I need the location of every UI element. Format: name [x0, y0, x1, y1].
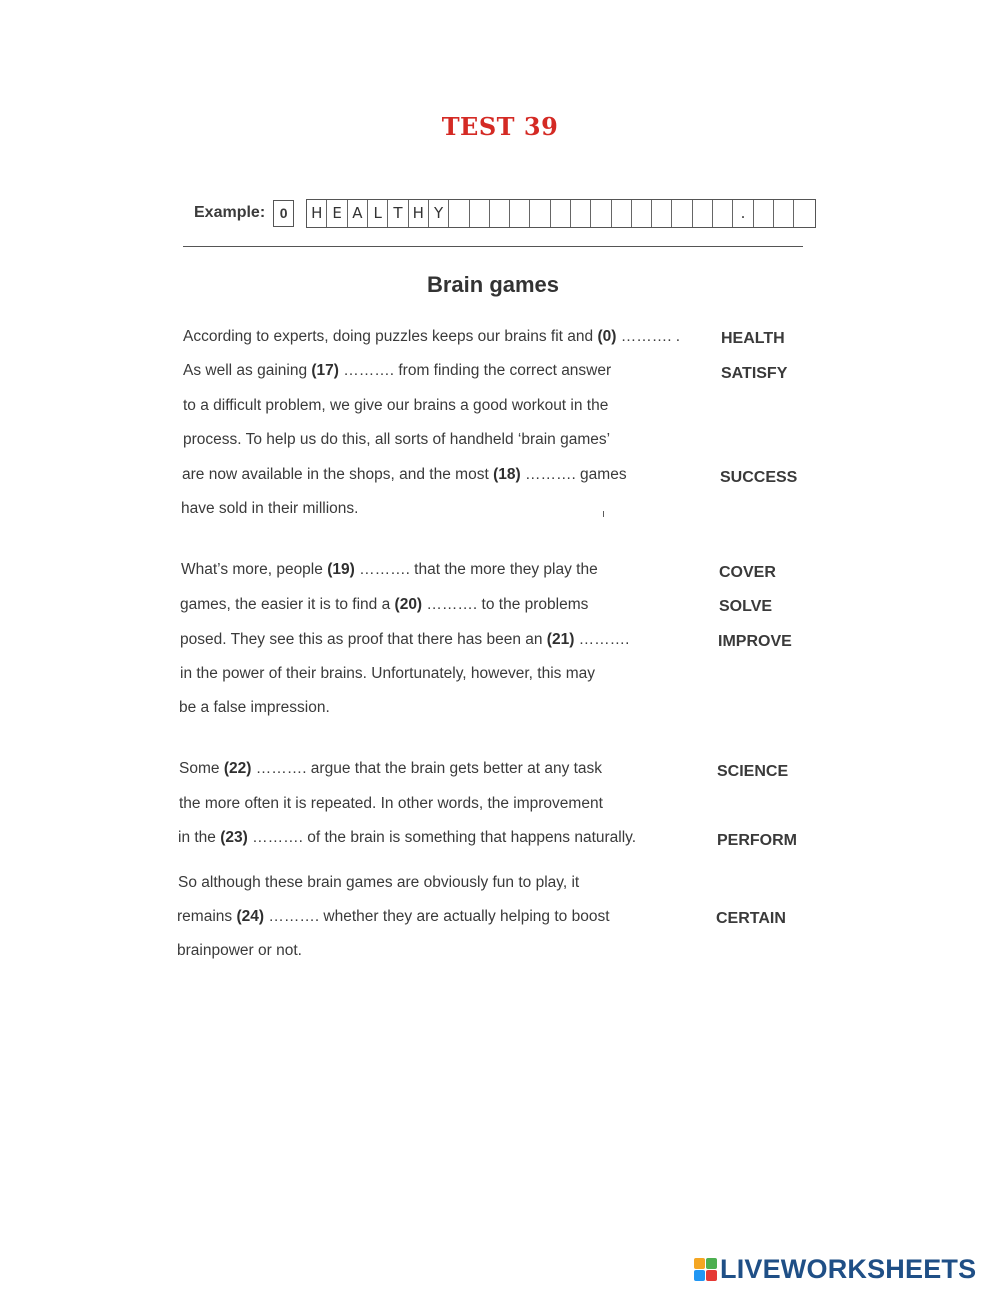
text-segment: posed. They see this as proof that there has been an	[180, 631, 547, 648]
letter-box	[693, 200, 713, 227]
example-number-box: 0	[273, 200, 294, 227]
divider-line	[183, 246, 803, 247]
passage-line	[179, 795, 603, 813]
liveworksheets-logo	[694, 1254, 976, 1285]
letter-box	[672, 200, 692, 227]
keyword-success: SUCCESS	[720, 469, 798, 486]
gap-number: (17)	[311, 362, 339, 379]
logo-square	[706, 1270, 717, 1281]
example-label: Example:	[194, 204, 266, 221]
passage-line	[178, 874, 579, 892]
text-segment: As well as gaining	[183, 362, 312, 379]
letter-box	[591, 200, 611, 227]
letter-box	[652, 200, 672, 227]
text-segment: ………. argue that the brain gets better at any task	[251, 760, 603, 777]
text-segment: the more often it is repeated. In other words, the improvement	[179, 795, 603, 812]
letter-box	[551, 200, 571, 227]
text-segment: So although these brain games are obviously fun to play, it	[178, 874, 580, 891]
letter-box: .	[733, 200, 753, 227]
logo-icon	[694, 1258, 717, 1281]
passage-line	[180, 596, 588, 614]
page-title: TEST 39	[441, 112, 559, 141]
passage-line	[178, 829, 636, 847]
keyword-cover: COVER	[719, 564, 776, 581]
passage-line	[181, 561, 598, 579]
gap-number: (20)	[394, 596, 423, 613]
passage-line	[177, 908, 610, 926]
letter-box	[632, 200, 652, 227]
passage-line	[183, 362, 611, 380]
passage-line	[182, 466, 627, 484]
logo-text: LIVEWORKSHEETS	[720, 1254, 977, 1284]
text-segment: ………. whether they are actually helping to boost	[264, 908, 610, 925]
text-segment: ………. of the brain is something that happens naturally.	[247, 829, 637, 846]
keyword-solve: SOLVE	[719, 598, 773, 615]
letter-box: H	[307, 200, 327, 227]
logo-square	[694, 1270, 705, 1281]
letter-box	[449, 200, 469, 227]
gap-number: (23)	[220, 829, 248, 846]
gap-number: (0)	[597, 328, 617, 345]
text-segment: are now available in the shops, and the most	[182, 466, 494, 483]
passage-line	[180, 631, 630, 649]
text-segment: ………. to the problems	[422, 596, 589, 613]
letter-box: H	[409, 200, 429, 227]
logo-square	[706, 1258, 717, 1269]
passage-line	[179, 760, 602, 778]
passage-line	[183, 397, 608, 415]
text-segment: be a false impression.	[179, 699, 330, 716]
text-segment: ………. games	[520, 466, 627, 483]
passage-line	[183, 431, 610, 449]
letter-box	[571, 200, 591, 227]
letter-box: Y	[429, 200, 449, 227]
passage-line	[177, 942, 302, 960]
passage-line	[181, 500, 358, 518]
text-segment: According to experts, doing puzzles keeps our brains fit and	[183, 328, 598, 345]
logo-square	[694, 1258, 705, 1269]
keyword-improve: IMPROVE	[718, 633, 792, 650]
gap-number: (22)	[223, 760, 252, 777]
gap-number: (18)	[493, 466, 521, 483]
text-segment: in the power of their brains. Unfortunately, however, this may	[180, 665, 595, 682]
text-segment: in the	[178, 829, 221, 846]
letter-box	[794, 200, 814, 227]
letter-box	[490, 200, 510, 227]
answer-letter-boxes	[306, 199, 815, 228]
text-segment: ………. that the more they play the	[354, 561, 598, 578]
letter-box	[754, 200, 774, 227]
text-segment: ………. from finding the correct answer	[338, 362, 612, 379]
letter-box	[774, 200, 794, 227]
text-segment: games, the easier it is to find a	[180, 596, 395, 613]
text-segment: remains	[177, 908, 237, 925]
passage-line	[180, 665, 595, 683]
text-segment: have sold in their millions.	[181, 500, 359, 517]
passage-line	[179, 699, 330, 717]
letter-box	[612, 200, 632, 227]
keyword-perform: PERFORM	[717, 832, 797, 849]
keyword-certain: CERTAIN	[716, 910, 786, 927]
passage-line	[183, 328, 680, 346]
letter-box: A	[348, 200, 368, 227]
gap-number: (21)	[546, 631, 575, 648]
gap-number: (19)	[327, 561, 355, 578]
keyword-science: SCIENCE	[717, 763, 789, 780]
text-segment: ……….	[574, 631, 630, 648]
letter-box: T	[388, 200, 408, 227]
text-segment: brainpower or not.	[177, 942, 302, 959]
text-segment: ………. .	[616, 328, 681, 345]
passage-heading: Brain games	[426, 272, 560, 297]
letter-box	[470, 200, 490, 227]
keyword-health: HEALTH	[721, 330, 785, 347]
keyword-satisfy: SATISFY	[721, 365, 788, 382]
letter-box: E	[327, 200, 347, 227]
letter-box	[530, 200, 550, 227]
text-segment: process. To help us do this, all sorts of handheld ‘brain games’	[183, 431, 611, 448]
stray-mark: ı	[602, 508, 606, 520]
gap-number: (24)	[236, 908, 265, 925]
letter-box	[713, 200, 733, 227]
text-segment: What’s more, people	[181, 561, 328, 578]
example-row	[194, 197, 816, 229]
text-segment: Some	[179, 760, 224, 777]
letter-box: L	[368, 200, 388, 227]
letter-box	[510, 200, 530, 227]
text-segment: to a difficult problem, we give our brains a good workout in the	[183, 397, 609, 414]
